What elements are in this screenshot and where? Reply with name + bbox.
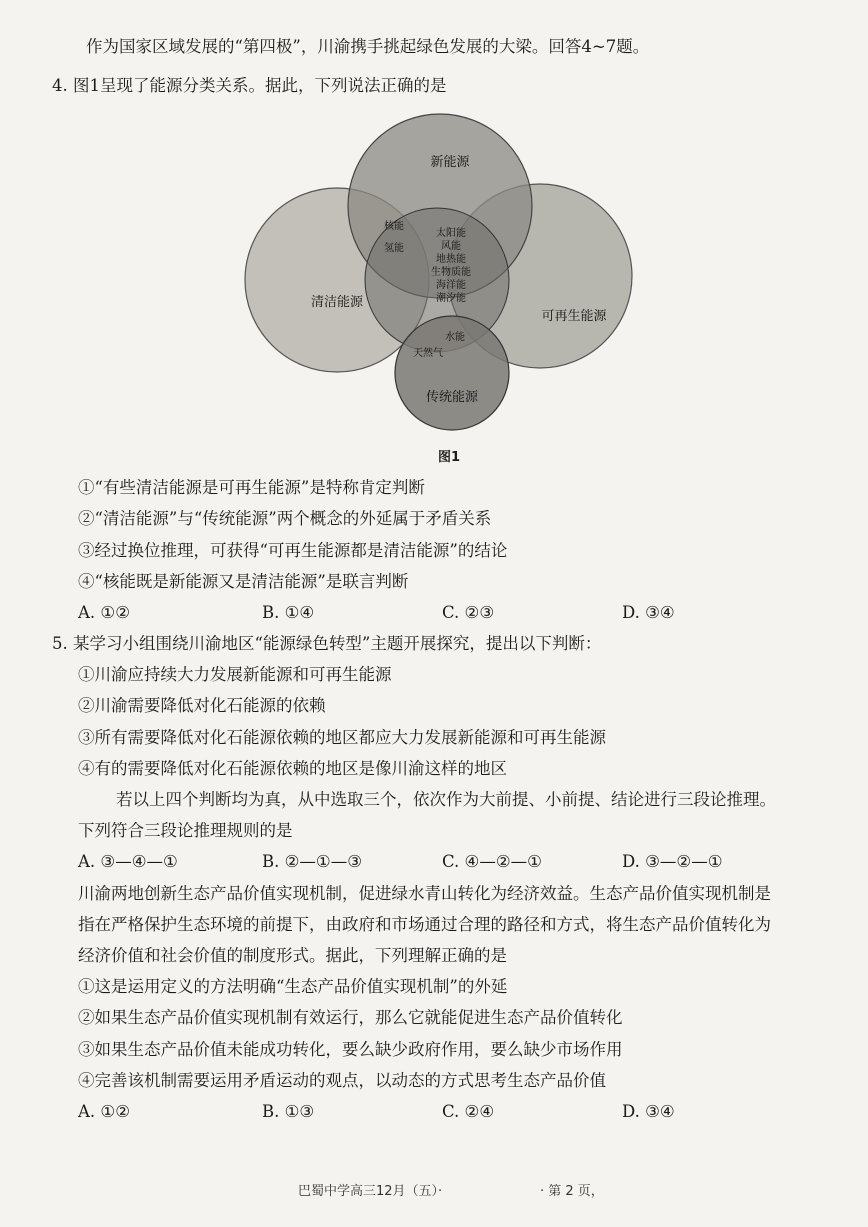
q6-stem-line-1: 川渝两地创新生态产品价值实现机制，促进绿水青山转化为经济效益。生态产品价值实现机制是 bbox=[78, 884, 771, 903]
q4-stem: 4. 图1呈现了能源分类关系。据此，下列说法正确的是 bbox=[52, 76, 447, 95]
q6-option-a: A. ①② bbox=[78, 1102, 130, 1121]
label-ocean: 海洋能 bbox=[436, 280, 466, 291]
q6-statement-3: ③如果生态产品价值未能成功转化，要么缺少政府作用，要么缺少市场作用 bbox=[78, 1040, 623, 1059]
q4-statement-1: ①“有些清洁能源是可再生能源”是特称肯定判断 bbox=[78, 478, 425, 497]
q6-option-b: B. ①③ bbox=[262, 1102, 315, 1121]
label-wind: 风能 bbox=[441, 241, 461, 252]
q6-stem-line-3: 经济价值和社会价值的制度形式。据此，下列理解正确的是 bbox=[78, 946, 507, 965]
q6-option-c: C. ②④ bbox=[442, 1102, 495, 1121]
footer-page-number: · 第 2 页， bbox=[540, 1184, 604, 1199]
q5-instruction-1: 若以上四个判断均为真，从中选取三个，依次作为大前提、小前提、结论进行三段论推理。 bbox=[116, 790, 776, 809]
q5-option-b: B. ②—①—③ bbox=[262, 852, 362, 871]
label-hydrogen: 氢能 bbox=[384, 243, 404, 254]
q5-option-d: D. ③—②—① bbox=[622, 852, 723, 871]
q5-instruction-2: 下列符合三段论推理规则的是 bbox=[78, 821, 293, 840]
q5-statement-2: ②川渝需要降低对化石能源的依赖 bbox=[78, 696, 326, 715]
label-solar: 太阳能 bbox=[436, 228, 466, 239]
q4-option-c: C. ②③ bbox=[442, 603, 495, 622]
q6-statement-4: ④完善该机制需要运用矛盾运动的观点，以动态的方式思考生态产品价值 bbox=[78, 1071, 606, 1090]
q4-option-a: A. ①② bbox=[78, 603, 130, 622]
q4-option-d: D. ③④ bbox=[622, 603, 675, 622]
label-tidal: 潮汐能 bbox=[436, 293, 466, 304]
section-intro: 作为国家区域发展的“第四极”，川渝携手挑起绿色发展的大梁。回答4~7题。 bbox=[86, 37, 650, 56]
label-new-energy: 新能源 bbox=[430, 155, 470, 170]
label-biomass: 生物质能 bbox=[431, 267, 471, 278]
q4-statement-2: ②“清洁能源”与“传统能源”两个概念的外延属于矛盾关系 bbox=[78, 509, 492, 528]
label-nuclear: 核能 bbox=[384, 221, 404, 232]
label-geothermal: 地热能 bbox=[436, 254, 466, 265]
q5-statement-4: ④有的需要降低对化石能源依赖的地区是像川渝这样的地区 bbox=[78, 759, 507, 778]
q5-option-a: A. ③—④—① bbox=[78, 852, 178, 871]
figure-caption: 图1 bbox=[438, 450, 461, 465]
q4-option-b: B. ①④ bbox=[262, 603, 315, 622]
q5-option-c: C. ④—②—① bbox=[442, 852, 542, 871]
q4-statement-3: ③经过换位推理，可获得“可再生能源都是清洁能源”的结论 bbox=[78, 541, 508, 560]
label-traditional-energy: 传统能源 bbox=[425, 390, 479, 405]
q4-statement-4: ④“核能既是新能源又是清洁能源”是联言判断 bbox=[78, 572, 409, 591]
q6-statement-2: ②如果生态产品价值实现机制有效运行，那么它就能促进生态产品价值转化 bbox=[78, 1008, 623, 1027]
footer-school: 巴蜀中学高三12月（五）· bbox=[298, 1184, 443, 1199]
q6-option-d: D. ③④ bbox=[622, 1102, 675, 1121]
energy-venn-diagram bbox=[240, 108, 640, 438]
q5-statement-3: ③所有需要降低对化石能源依赖的地区都应大力发展新能源和可再生能源 bbox=[78, 728, 606, 747]
q6-statement-1: ①这是运用定义的方法明确“生态产品价值实现机制”的外延 bbox=[78, 977, 508, 996]
q5-statement-1: ①川渝应持续大力发展新能源和可再生能源 bbox=[78, 665, 392, 684]
q6-stem-line-2: 指在严格保护生态环境的前提下，由政府和市场通过合理的路径和方式，将生态产品价值转化为 bbox=[78, 915, 771, 934]
label-natural-gas: 天然气 bbox=[413, 348, 443, 359]
label-renewable-energy: 可再生能源 bbox=[541, 309, 607, 324]
label-clean-energy: 清洁能源 bbox=[310, 295, 364, 310]
label-hydro: 水能 bbox=[445, 332, 465, 343]
q5-stem: 5. 某学习小组围绕川渝地区“能源绿色转型”主题开展探究，提出以下判断： bbox=[52, 634, 602, 653]
